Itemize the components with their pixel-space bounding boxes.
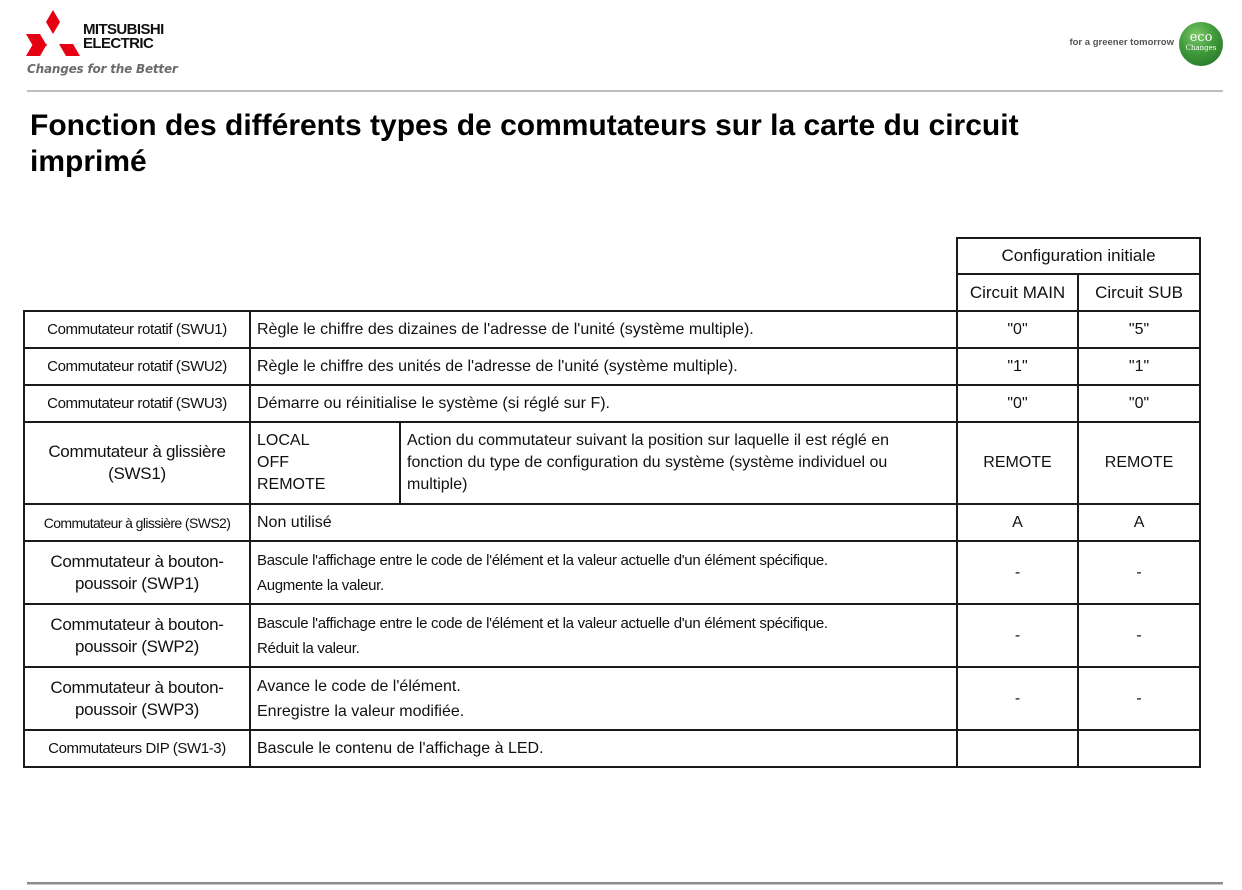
switch-description bbox=[250, 541, 957, 604]
switch-name: Commutateur à bouton-poussoir (SWP1) bbox=[24, 541, 250, 604]
brand-line-1: MITSUBISHI bbox=[83, 21, 164, 38]
description-line: Enregistre la valeur modifiée. bbox=[257, 702, 465, 720]
switch-description bbox=[250, 667, 957, 730]
config-header: Configuration initiale bbox=[957, 238, 1200, 274]
table-row bbox=[24, 541, 1200, 604]
table-row bbox=[24, 504, 1200, 541]
main-value: "0" bbox=[957, 385, 1078, 422]
switch-description: Bascule le contenu de l'affichage à LED. bbox=[250, 730, 957, 767]
switch-description bbox=[250, 604, 957, 667]
sub-value: "1" bbox=[1078, 348, 1200, 385]
brand-line-2: ELECTRIC bbox=[83, 35, 154, 52]
column-header-sub: Circuit SUB bbox=[1078, 274, 1200, 311]
switch-description: Règle le chiffre des unités de l'adresse de l'unité (système multiple). bbox=[250, 348, 957, 385]
position-label: OFF bbox=[257, 454, 289, 471]
switch-description: Non utilisé bbox=[250, 504, 957, 541]
switch-name: Commutateurs DIP (SW1-3) bbox=[24, 730, 250, 767]
description-line: Réduit la valeur. bbox=[257, 639, 360, 657]
description-line: Augmente la valeur. bbox=[257, 576, 384, 594]
description-line: Bascule l'affichage entre le code de l'élément et la valeur actuelle d'un élément spécifique. bbox=[257, 551, 828, 569]
table-row bbox=[24, 667, 1200, 730]
main-value: "1" bbox=[957, 348, 1078, 385]
table-row bbox=[24, 348, 1200, 385]
header-divider bbox=[27, 90, 1223, 92]
position-label: LOCAL bbox=[257, 432, 310, 449]
description-line: Avance le code de l'élément. bbox=[257, 677, 461, 695]
sub-value: - bbox=[1078, 541, 1200, 604]
sub-value: "0" bbox=[1078, 385, 1200, 422]
page-header bbox=[0, 0, 1242, 92]
sub-value: - bbox=[1078, 604, 1200, 667]
eco-badge-line-2: Changes bbox=[1185, 44, 1217, 52]
position-label: REMOTE bbox=[257, 476, 326, 493]
sub-value: A bbox=[1078, 504, 1200, 541]
sub-value: REMOTE bbox=[1078, 422, 1200, 504]
switch-positions bbox=[250, 422, 400, 504]
switch-name: Commutateur à bouton-poussoir (SWP3) bbox=[24, 667, 250, 730]
eco-changes-icon bbox=[1179, 22, 1223, 66]
main-value: - bbox=[957, 604, 1078, 667]
switch-description: Action du commutateur suivant la position sur laquelle il est réglé en fonction du type de configuration du système (système individuel ou multiple) bbox=[400, 422, 957, 504]
sub-value bbox=[1078, 730, 1200, 767]
three-diamonds-icon bbox=[26, 10, 80, 58]
column-header-main: Circuit MAIN bbox=[957, 274, 1078, 311]
eco-tagline: for a greener tomorrow bbox=[1069, 37, 1174, 48]
sub-value: - bbox=[1078, 667, 1200, 730]
table-row bbox=[24, 422, 1200, 504]
switch-name: Commutateur à glissière (SWS2) bbox=[24, 504, 250, 541]
main-value: A bbox=[957, 504, 1078, 541]
brand-slogan: Changes for the Better bbox=[27, 62, 178, 76]
table-row bbox=[24, 311, 1200, 348]
sub-value: "5" bbox=[1078, 311, 1200, 348]
switch-description: Règle le chiffre des dizaines de l'adresse de l'unité (système multiple). bbox=[250, 311, 957, 348]
switch-description: Démarre ou réinitialise le système (si réglé sur F). bbox=[250, 385, 957, 422]
main-value: "0" bbox=[957, 311, 1078, 348]
brand-name bbox=[83, 23, 164, 51]
mitsubishi-logo bbox=[26, 10, 196, 80]
switch-name: Commutateur rotatif (SWU1) bbox=[24, 311, 250, 348]
header-blank bbox=[24, 238, 957, 311]
main-value bbox=[957, 730, 1078, 767]
table-row bbox=[24, 385, 1200, 422]
page-title: Fonction des différents types de commutateurs sur la carte du circuit imprimé bbox=[30, 109, 1019, 178]
table-row bbox=[24, 604, 1200, 667]
main-value: REMOTE bbox=[957, 422, 1078, 504]
main-value: - bbox=[957, 667, 1078, 730]
switch-name: Commutateur à glissière (SWS1) bbox=[24, 422, 250, 504]
switch-name: Commutateur à bouton-poussoir (SWP2) bbox=[24, 604, 250, 667]
table-row bbox=[24, 730, 1200, 767]
footer-divider bbox=[27, 882, 1223, 885]
switch-function-table bbox=[23, 237, 1201, 768]
eco-badge-line-1: eco bbox=[1189, 30, 1213, 45]
switch-name: Commutateur rotatif (SWU2) bbox=[24, 348, 250, 385]
description-line: Bascule l'affichage entre le code de l'élément et la valeur actuelle d'un élément spécifique. bbox=[257, 614, 828, 632]
switch-name: Commutateur rotatif (SWU3) bbox=[24, 385, 250, 422]
main-value: - bbox=[957, 541, 1078, 604]
